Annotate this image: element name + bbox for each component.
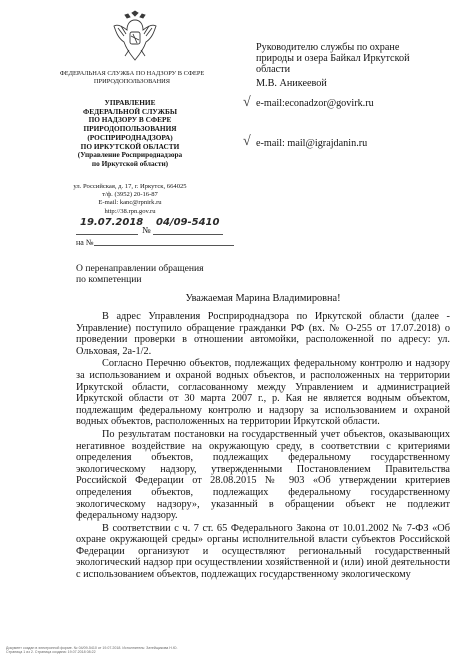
number-label: № — [142, 225, 151, 235]
subject-block: О перенаправлении обращения по компетенции — [76, 263, 204, 285]
recipient-name: М.В. Аникеевой — [256, 78, 327, 89]
handwritten-number: 04/09-5410 — [156, 217, 220, 228]
handwritten-mark-1: √ — [243, 95, 251, 110]
recipient-block: Руководителю службы по охране природы и озера Байкал Иркутской области — [256, 42, 410, 76]
salutation: Уважаемая Марина Владимировна! — [185, 293, 341, 304]
paragraph-4: В соответствии с ч. 7 ст. 65 Федерального Закона от 10.01.2002 № 7-ФЗ «Об охране окружающей среды» органы исполнительной власти субъектов Российской Федерации организуют и осуществляют региональный государственный экологический надзор при осуществлении хозяйственной и (или) иной деятельности с использованием объектов, подлежащих государственному экологическому — [76, 522, 450, 581]
paragraph-1: В адрес Управления Росприроднадзора по Иркутской области (далее - Управление) поступило обращение гражданки РФ (вх. № О-255 от 17.07.2018) о проведении проверки в отношении автомойки, расположенной по адресу: ул. Ольховая, 2а-1/2. — [76, 311, 450, 357]
federal-service-name: ФЕДЕРАЛЬНАЯ СЛУЖБА ПО НАДЗОРУ В СФЕРЕ ПРИРОДОПОЛЬЗОВАНИЯ — [59, 70, 205, 85]
letter-body — [76, 311, 450, 582]
handwritten-date: 19.07.2018 — [80, 217, 144, 228]
recipient-email-2: e-mail: mail@igrajdanin.ru — [256, 138, 368, 149]
coat-of-arms-emblem — [112, 10, 158, 64]
reference-label: на № — [76, 238, 94, 247]
recipient-email-1: e-mail:econadzor@govirk.ru — [256, 98, 374, 109]
reference-line — [94, 236, 234, 246]
paragraph-3: По результатам постановки на государственный учет объектов, оказывающих негативное воздействие на окружающую среду, в соответствии с критериями определения объектов, подлежащих федеральному государственному экологическому надзору, утвержденными Постановлением Правительства Российской Федерации от 28.08.2015 № 903 «Об утверждении критериев определения объектов, подлежащих федеральному государственному экологическому надзору», указанный в обращении объект не подлежит федеральному надзору. — [76, 428, 450, 522]
paragraph-2: Согласно Перечню объектов, подлежащих федеральному контролю и надзору за использованием и охраной водных объектов, и расположенных на территории Иркутской области, согласованному между Управлением и администрацией Иркутской области от 30 марта 2007 г., р. Кая не является водным объектом, подлежащим федеральному контролю и надзору за использованием и охраной водных объектов, расположенных на территории Иркутской области. — [76, 358, 450, 428]
agency-name-block: УПРАВЛЕНИЕ ФЕДЕРАЛЬНОЙ СЛУЖБЫ ПО НАДЗОРУ В СФЕРЕ ПРИРОДОПОЛЬЗОВАНИЯ (РОСПРИРОДНАДЗОРА) ПО ИРКУТСКОЙ ОБЛАСТИ (Управление Росприроднадзора по Иркутской области) — [77, 98, 183, 168]
sender-address-block: ул. Российская, д. 17, г. Иркутск, 664025 т/ф. (3952) 20-16-87 E-mail: kanc@rpnirk.ru http://38.rpn.gov.ru — [73, 183, 187, 215]
document-footer: Документ создан в электронной форме. № 04/09-5410 от 19.07.2018. Исполнитель: Затейщикова Н.Ю. Страница 1 из 2. Страница создана: 19.07.2018 08:22 — [6, 646, 178, 655]
handwritten-mark-2: √ — [243, 134, 251, 149]
